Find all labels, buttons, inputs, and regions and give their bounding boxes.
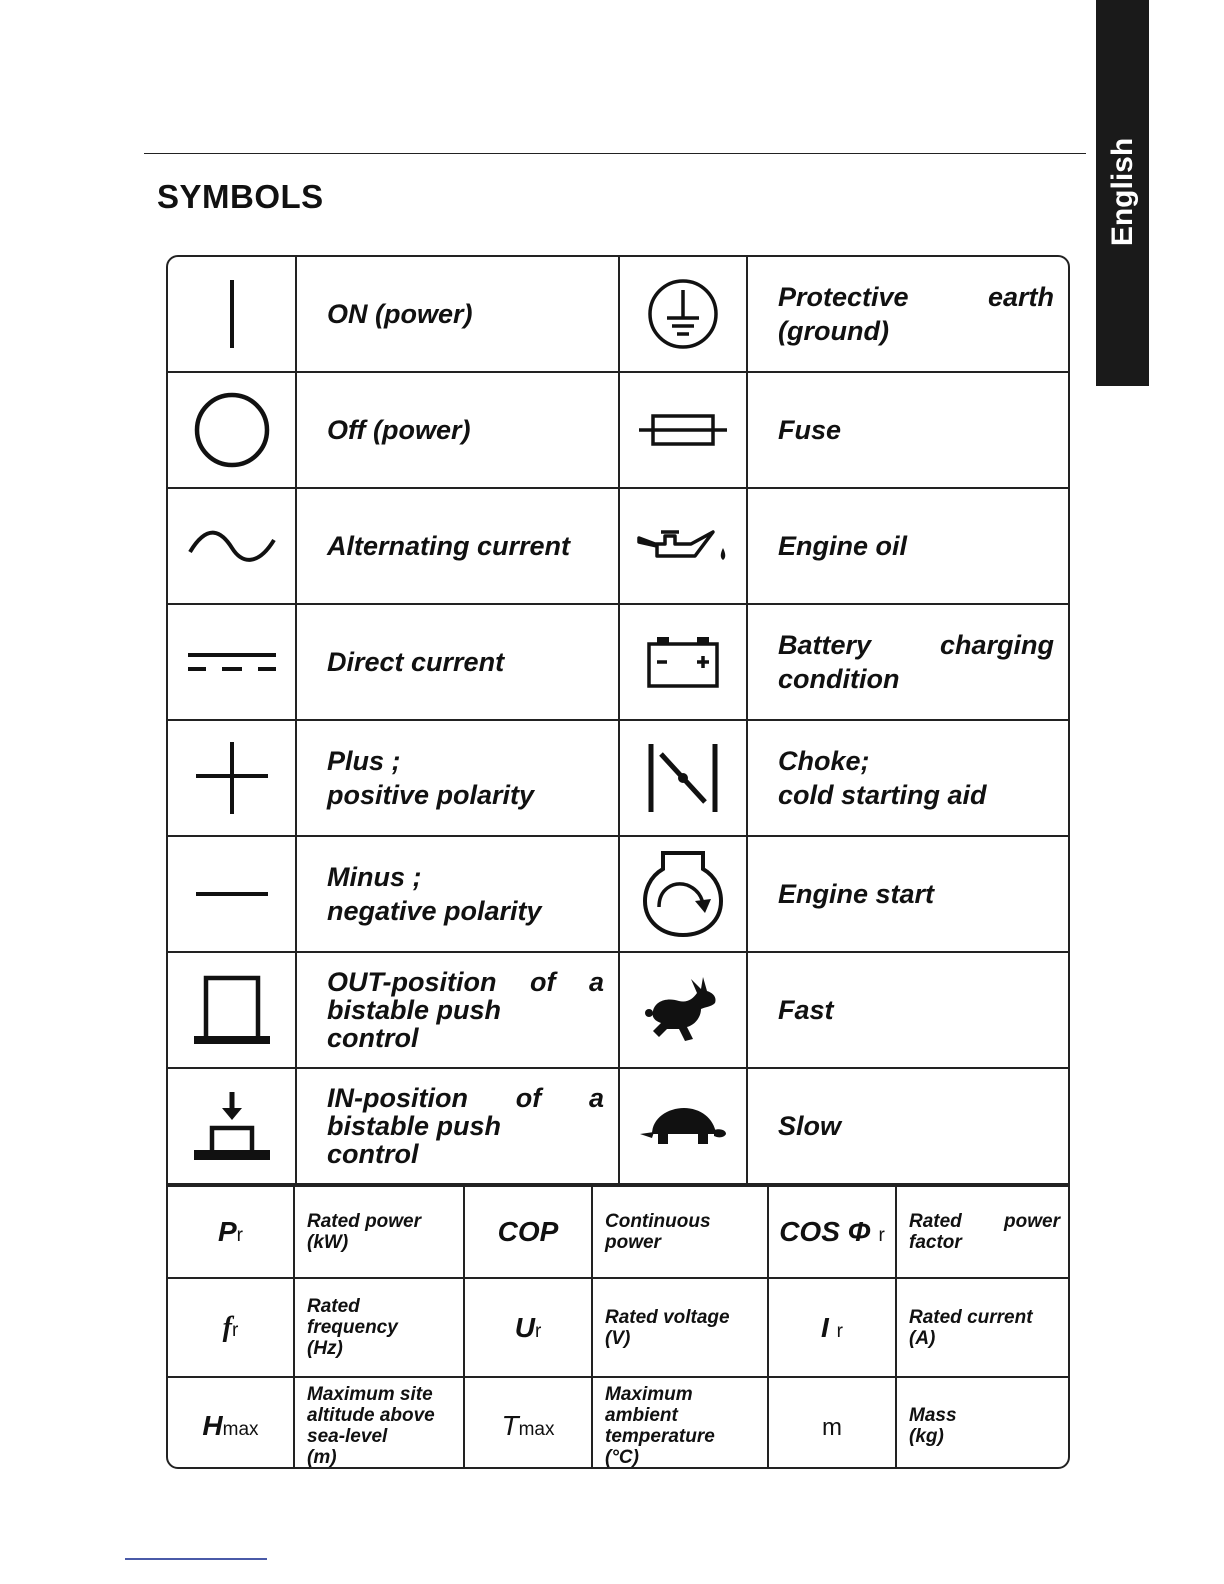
spec-desc	[592, 1186, 768, 1278]
spec-desc-line: factor	[909, 1232, 962, 1253]
alternating-current-icon	[186, 526, 278, 566]
turtle-icon	[638, 1104, 728, 1148]
spec-symbol-text: COP	[497, 1216, 559, 1247]
spec-symbol-text: U	[514, 1311, 535, 1343]
oil-label: Engine oil	[747, 488, 1068, 604]
spec-desc-line: Rated power	[307, 1211, 422, 1232]
in-label	[296, 1068, 619, 1184]
engine-start-icon	[643, 849, 723, 939]
plus-label-part: Plus ;	[327, 746, 401, 776]
in-position-icon	[192, 1090, 272, 1162]
protective-earth-icon	[645, 276, 721, 352]
out-label-part: control	[327, 1023, 419, 1053]
specs-table	[168, 1185, 1068, 1469]
table-row	[168, 488, 1068, 604]
battery-label-part: charging	[939, 630, 1054, 660]
in-label-part: bistable push	[327, 1111, 502, 1141]
language-tab	[1096, 0, 1149, 386]
spec-desc-line: altitude above	[307, 1404, 435, 1426]
rabbit-icon	[645, 975, 721, 1045]
in-label-part: control	[327, 1139, 419, 1169]
out-label	[296, 952, 619, 1068]
table-row	[168, 257, 1068, 372]
start-label: Engine start	[747, 836, 1068, 952]
minus-label-part: Minus ;	[327, 862, 422, 892]
spec-desc-line: frequency	[307, 1317, 398, 1338]
choke-label	[747, 720, 1068, 836]
earth-label-part: (ground)	[778, 316, 889, 346]
out-icon-cell	[168, 952, 296, 1068]
dc-label: Direct current	[296, 604, 619, 720]
on-icon-cell	[168, 257, 296, 372]
start-icon-cell	[619, 836, 747, 952]
table-row	[168, 1278, 1068, 1377]
oil-icon-cell	[619, 488, 747, 604]
dc-icon-cell	[168, 604, 296, 720]
plus-label-part: positive polarity	[327, 780, 535, 810]
spec-symbol-subscript: max	[222, 1418, 259, 1440]
spec-desc	[294, 1377, 464, 1469]
spec-symbol-text: I	[821, 1311, 829, 1343]
spec-symbol-subscript: r	[236, 1225, 243, 1246]
earth-label-part: earth	[987, 282, 1054, 312]
spec-desc-line: ambient	[605, 1404, 678, 1426]
spec-symbol-subscript: r	[232, 1320, 239, 1341]
spec-desc	[896, 1186, 1068, 1278]
spec-symbol-text: m	[822, 1413, 842, 1441]
spec-desc-line: Continuous	[605, 1211, 711, 1232]
spec-desc-line: sea-level	[307, 1425, 388, 1447]
plus-icon	[192, 740, 272, 816]
spec-symbol	[168, 1186, 294, 1278]
fuse-icon-cell	[619, 372, 747, 488]
battery-label-part: condition	[778, 664, 900, 694]
page-title: SYMBOLS	[157, 178, 324, 215]
spec-desc	[896, 1278, 1068, 1377]
spec-symbol-subscript: r	[878, 1225, 885, 1246]
spec-desc-line: (°C)	[605, 1446, 639, 1468]
off-circle-icon	[192, 390, 272, 470]
in-icon-cell	[168, 1068, 296, 1184]
on-line-icon	[222, 278, 242, 350]
engine-oil-icon	[635, 522, 731, 570]
spec-symbol	[168, 1377, 294, 1469]
out-label-part: of	[529, 967, 556, 997]
minus-label	[296, 836, 619, 952]
earth-label-part: Protective	[778, 282, 909, 312]
spec-symbol-subscript: r	[836, 1320, 843, 1342]
plus-label	[296, 720, 619, 836]
earth-label	[747, 257, 1068, 372]
table-row	[168, 1186, 1068, 1278]
battery-label	[747, 604, 1068, 720]
battery-label-part: Battery	[778, 630, 872, 660]
spec-symbol-subscript: r	[534, 1320, 542, 1342]
out-position-icon	[192, 974, 272, 1046]
battery-icon	[645, 634, 721, 690]
spec-symbol	[464, 1278, 592, 1377]
spec-desc-line: Rated voltage	[605, 1306, 730, 1328]
spec-symbol-text: f	[222, 1312, 232, 1343]
choke-label-part: Choke;	[778, 746, 870, 776]
spec-symbol	[768, 1186, 896, 1278]
spec-desc-line: (kW)	[307, 1232, 349, 1253]
plus-icon-cell	[168, 720, 296, 836]
off-label: Off (power)	[296, 372, 619, 488]
spec-desc-line: (Hz)	[307, 1338, 343, 1359]
fast-label: Fast	[747, 952, 1068, 1068]
fuse-icon	[637, 410, 729, 450]
table-row	[168, 1377, 1068, 1469]
choke-label-part: cold starting aid	[778, 780, 987, 810]
ac-label: Alternating current	[296, 488, 619, 604]
spec-desc	[592, 1377, 768, 1469]
symbols-table	[166, 255, 1070, 1469]
minus-label-part: negative polarity	[327, 896, 542, 926]
spec-desc-line: Rated current	[909, 1306, 1033, 1328]
spec-symbol-text: T	[501, 1409, 519, 1441]
spec-desc-line: Mass	[909, 1404, 957, 1426]
spec-desc-line: (A)	[909, 1327, 936, 1349]
out-label-part: a	[588, 967, 604, 997]
spec-desc	[896, 1377, 1068, 1469]
spec-desc-line: Rated	[307, 1296, 360, 1317]
spec-symbol-text: H	[202, 1409, 223, 1441]
battery-icon-cell	[619, 604, 747, 720]
table-row	[168, 836, 1068, 952]
spec-desc-line: temperature	[605, 1425, 715, 1447]
table-row	[168, 720, 1068, 836]
fast-icon-cell	[619, 952, 747, 1068]
out-label-part: OUT-position	[327, 967, 497, 997]
spec-desc	[294, 1186, 464, 1278]
spec-desc	[294, 1278, 464, 1377]
on-label: ON (power)	[296, 257, 619, 372]
minus-icon-cell	[168, 836, 296, 952]
earth-icon-cell	[619, 257, 747, 372]
top-rule	[144, 153, 1086, 154]
spec-symbol	[464, 1186, 592, 1278]
table-row	[168, 952, 1068, 1068]
spec-desc-line: Maximum site	[307, 1383, 433, 1405]
spec-symbol	[768, 1278, 896, 1377]
bottom-rule	[125, 1558, 267, 1560]
spec-symbol	[168, 1278, 294, 1377]
table-row	[168, 604, 1068, 720]
spec-desc-line: (kg)	[909, 1425, 944, 1447]
spec-desc-line: Rated	[909, 1211, 962, 1232]
choke-icon-cell	[619, 720, 747, 836]
in-label-part: IN-position	[327, 1083, 468, 1113]
slow-icon-cell	[619, 1068, 747, 1184]
spec-desc-line: (V)	[605, 1327, 631, 1349]
direct-current-icon	[186, 647, 278, 677]
spec-desc-line: Maximum	[605, 1383, 693, 1405]
minus-icon	[192, 889, 272, 899]
in-label-part: a	[588, 1083, 604, 1113]
table-row	[168, 1068, 1068, 1184]
spec-desc-line: (m)	[307, 1446, 337, 1468]
spec-desc	[592, 1278, 768, 1377]
spec-symbol	[768, 1377, 896, 1469]
slow-label: Slow	[747, 1068, 1068, 1184]
spec-symbol-subscript: max	[518, 1418, 555, 1440]
spec-symbol	[464, 1377, 592, 1469]
out-label-part: bistable push	[327, 995, 502, 1025]
spec-symbol-text: COS Φ	[779, 1216, 871, 1247]
off-icon-cell	[168, 372, 296, 488]
spec-desc-line: power	[605, 1232, 661, 1253]
choke-icon	[645, 740, 721, 816]
spec-desc-line: power	[1004, 1211, 1060, 1232]
in-label-part: of	[515, 1083, 542, 1113]
spec-symbol-text: P	[217, 1216, 237, 1247]
ac-icon-cell	[168, 488, 296, 604]
language-tab-label: English	[1105, 137, 1139, 247]
table-row	[168, 372, 1068, 488]
fuse-label: Fuse	[747, 372, 1068, 488]
